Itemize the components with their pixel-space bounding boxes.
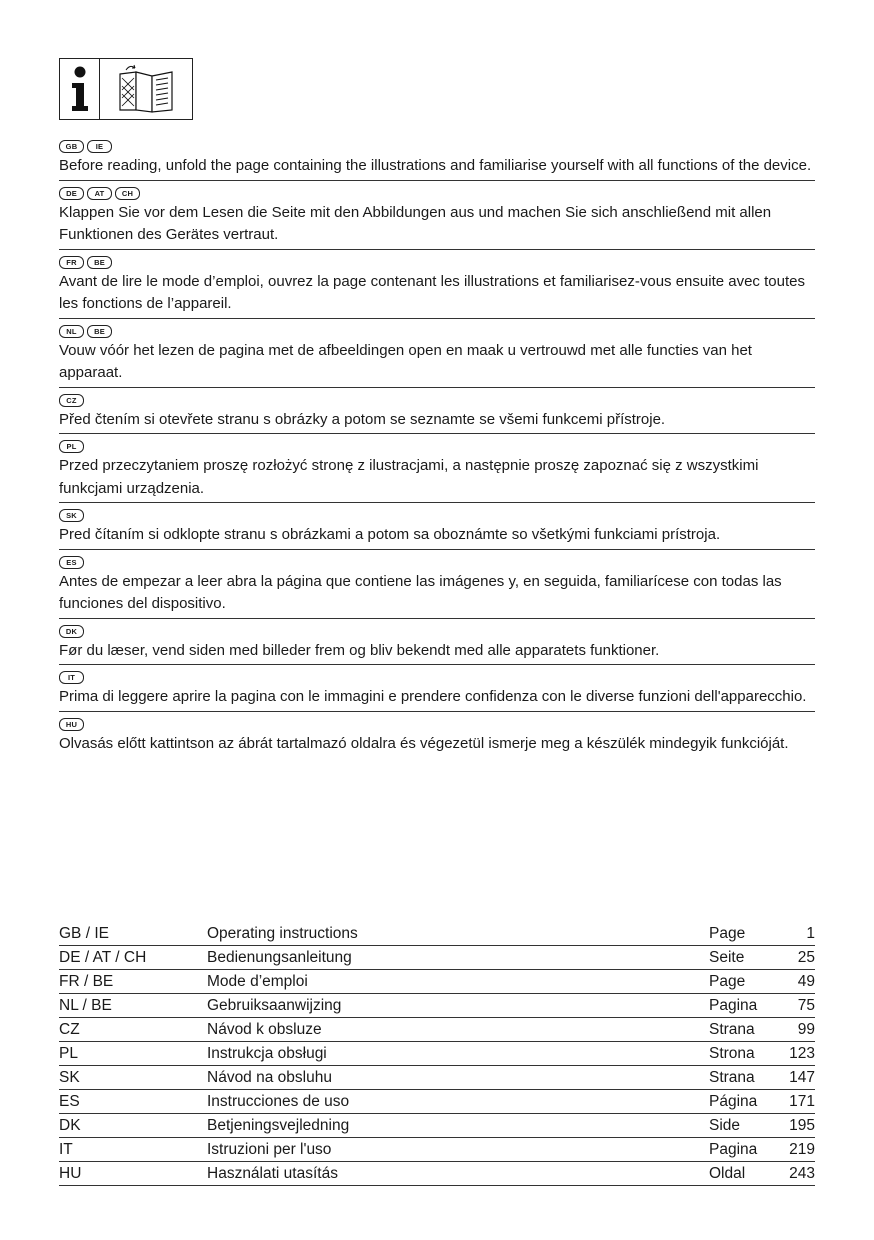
- notice-text: Avant de lire le mode d’emploi, ouvrez la page contenant les illustrations et familiarisez-vous ensuite avec toutes les fonctions de l’appareil.: [59, 272, 805, 312]
- country-tag: DK: [59, 625, 84, 638]
- country-tags: [59, 554, 815, 571]
- table-of-contents: [59, 922, 815, 1186]
- country-tags: [59, 716, 815, 733]
- toc-row[interactable]: [59, 1018, 815, 1042]
- toc-title: Mode d’emploi: [207, 970, 709, 994]
- notice-block: [59, 716, 815, 758]
- country-tags: [59, 138, 815, 155]
- toc-page-word: Página: [709, 1090, 779, 1114]
- notice-text: Olvasás előtt kattintson az ábrát tartalmazó oldalra és végezetül ismerje meg a készülék mindegyik funkcióját.: [59, 734, 789, 752]
- unfold-notice-list: [59, 138, 815, 761]
- toc-country: DE / AT / CH: [59, 946, 207, 970]
- toc-page-word: Pagina: [709, 1138, 779, 1162]
- toc-page-word: Side: [709, 1114, 779, 1138]
- toc-title: Návod na obsluhu: [207, 1066, 709, 1090]
- country-tag: GB: [59, 140, 84, 153]
- toc-row[interactable]: [59, 1042, 815, 1066]
- toc-row[interactable]: [59, 1114, 815, 1138]
- notice-text: Klappen Sie vor dem Lesen die Seite mit den Abbildungen aus und machen Sie sich anschließend mit allen Funktionen des Gerätes vertraut.: [59, 203, 772, 243]
- toc-page-word: Pagina: [709, 994, 779, 1018]
- toc-title: Bedienungsanleitung: [207, 946, 709, 970]
- toc-page-word: Strana: [709, 1066, 779, 1090]
- toc-country: GB / IE: [59, 922, 207, 946]
- country-tags: [59, 323, 815, 340]
- toc-page-number: 195: [779, 1114, 815, 1138]
- toc-page-number: 171: [779, 1090, 815, 1114]
- toc-page-number: 99: [779, 1018, 815, 1042]
- toc-page-word: Seite: [709, 946, 779, 970]
- notice-block: [59, 138, 815, 181]
- toc-row[interactable]: [59, 970, 815, 994]
- toc-page-number: 25: [779, 946, 815, 970]
- header-icons: [59, 58, 194, 120]
- country-tag: CH: [115, 187, 140, 200]
- notice-block: [59, 554, 815, 619]
- country-tag: NL: [59, 325, 84, 338]
- country-tags: [59, 185, 815, 202]
- notice-text: Pred čítaním si odklopte stranu s obrázkami a potom sa oboznámte so všetkými funkciami prístroja.: [59, 526, 721, 543]
- toc-page-word: Page: [709, 970, 779, 994]
- toc-title: Istruzioni per l'uso: [207, 1138, 709, 1162]
- toc-page-word: Strona: [709, 1042, 779, 1066]
- notice-text: Før du læser, vend siden med billeder frem og bliv bekendt med alle apparatets funktioner.: [59, 641, 660, 659]
- country-tag: BE: [87, 256, 112, 269]
- country-tag: IT: [59, 671, 84, 684]
- toc-title: Betjeningsvejledning: [207, 1114, 709, 1138]
- country-tags: [59, 623, 815, 640]
- toc-country: PL: [59, 1042, 207, 1066]
- toc-row[interactable]: [59, 946, 815, 970]
- toc-row[interactable]: [59, 1162, 815, 1186]
- toc-country: SK: [59, 1066, 207, 1090]
- toc-page-number: 123: [779, 1042, 815, 1066]
- notice-block: [59, 507, 815, 550]
- toc-country: ES: [59, 1090, 207, 1114]
- toc-title: Instrucciones de uso: [207, 1090, 709, 1114]
- country-tags: [59, 507, 815, 524]
- info-icon: [59, 58, 100, 120]
- notice-text: Prima di leggere aprire la pagina con le immagini e prendere confidenza con le diverse funzioni dell'apparecchio.: [59, 688, 807, 705]
- country-tags: [59, 254, 815, 271]
- toc-title: Instrukcja obsługi: [207, 1042, 709, 1066]
- toc-title: Operating instructions: [207, 922, 709, 946]
- country-tags: [59, 669, 815, 686]
- toc-country: CZ: [59, 1018, 207, 1042]
- toc-page-number: 1: [779, 922, 815, 946]
- notice-text: Przed przeczytaniem proszę rozłożyć stronę z ilustracjami, a następnie proszę zapoznać się z wszystkimi funkcjami urządzenia.: [59, 457, 759, 497]
- toc-page-number: 219: [779, 1138, 815, 1162]
- toc-row[interactable]: [59, 922, 815, 946]
- toc-country: DK: [59, 1114, 207, 1138]
- toc-country: HU: [59, 1162, 207, 1186]
- country-tag: DE: [59, 187, 84, 200]
- country-tag: PL: [59, 440, 84, 453]
- toc-page-word: Strana: [709, 1018, 779, 1042]
- toc-page-number: 243: [779, 1162, 815, 1186]
- country-tag: BE: [87, 325, 112, 338]
- toc-page-word: Oldal: [709, 1162, 779, 1186]
- country-tag: ES: [59, 556, 84, 569]
- notice-block: [59, 669, 815, 712]
- country-tag: HU: [59, 718, 84, 731]
- toc-page-number: 75: [779, 994, 815, 1018]
- notice-text: Antes de empezar a leer abra la página que contiene las imágenes y, en seguida, familiarícese con todas las funciones del dispositivo.: [59, 572, 782, 612]
- toc-row[interactable]: [59, 1066, 815, 1090]
- toc-page-word: Page: [709, 922, 779, 946]
- country-tags: [59, 392, 815, 409]
- country-tag: AT: [87, 187, 112, 200]
- notice-block: [59, 254, 815, 319]
- country-tag: FR: [59, 256, 84, 269]
- notice-block: [59, 323, 815, 388]
- notice-block: [59, 438, 815, 503]
- notice-block: [59, 185, 815, 250]
- toc-page-number: 49: [779, 970, 815, 994]
- toc-row[interactable]: [59, 1138, 815, 1162]
- toc-country: FR / BE: [59, 970, 207, 994]
- notice-text: Před čtením si otevřete stranu s obrázky a potom se seznamte se všemi funkcemi přístroje.: [59, 410, 666, 428]
- country-tag: IE: [87, 140, 112, 153]
- country-tag: CZ: [59, 394, 84, 407]
- toc-title: Használati utasítás: [207, 1162, 709, 1186]
- notice-block: [59, 392, 815, 435]
- notice-text: Vouw vóór het lezen de pagina met de afbeeldingen open en maak u vertrouwd met alle functies van het apparaat.: [59, 341, 752, 381]
- toc-page-number: 147: [779, 1066, 815, 1090]
- toc-title: Gebruiksaanwijzing: [207, 994, 709, 1018]
- unfold-page-icon: [100, 58, 193, 120]
- toc-country: IT: [59, 1138, 207, 1162]
- country-tags: [59, 438, 815, 455]
- toc-country: NL / BE: [59, 994, 207, 1018]
- toc-title: Návod k obsluze: [207, 1018, 709, 1042]
- toc-row[interactable]: [59, 1090, 815, 1114]
- notice-block: [59, 623, 815, 666]
- country-tag: SK: [59, 509, 84, 522]
- toc-row[interactable]: [59, 994, 815, 1018]
- notice-text: Before reading, unfold the page containing the illustrations and familiarise yourself with all functions of the device.: [59, 157, 812, 174]
